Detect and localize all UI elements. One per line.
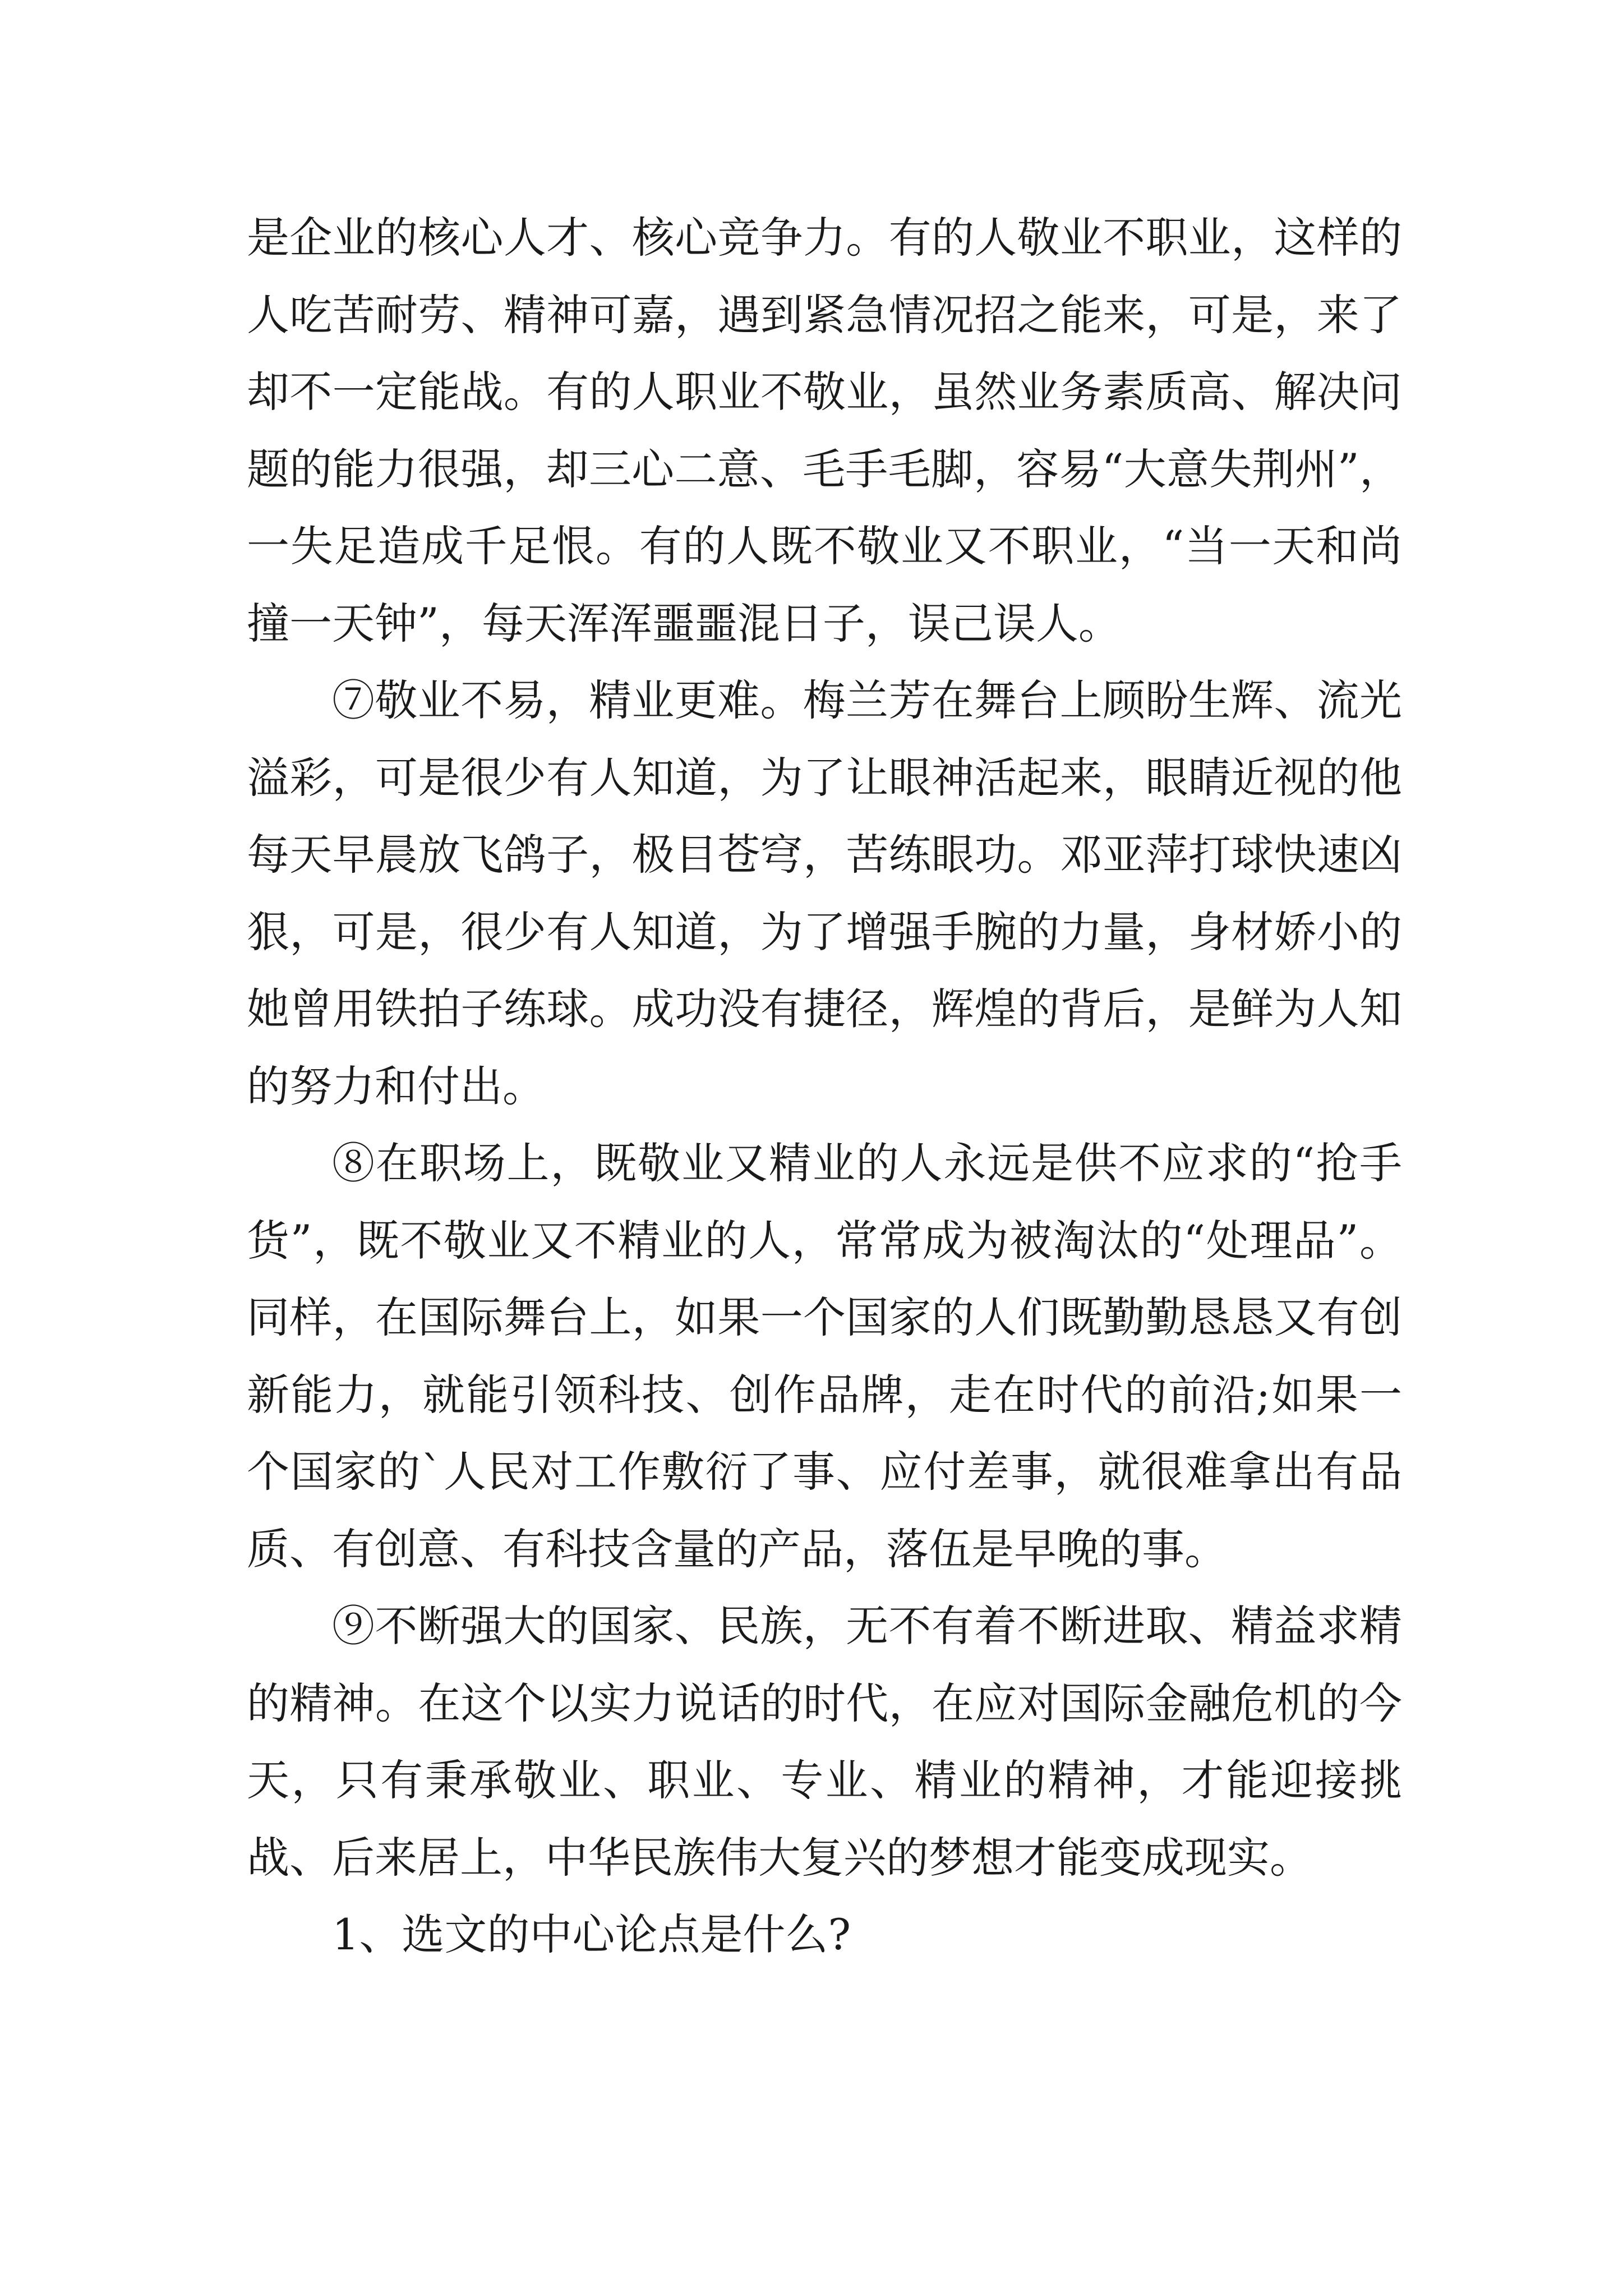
article-body [247,199,1402,1973]
paragraph-7: ⑦敬业不易，精业更难。梅兰芳在舞台上顾盼生辉、流光溢彩，可是很少有人知道，为了让眼神活起来，眼睛近视的他每天早晨放飞鸽子，极目苍穹，苦练眼功。邓亚萍打球快速凶狠，可是，很少有人知道，为了增强手腕的力量，身材娇小的她曾用铁拍子练球。成功没有捷径，辉煌的背后，是鲜为人知的努力和付出。 [247,675,1402,1111]
paragraph-9: ⑨不断强大的国家、民族，无不有着不断进取、精益求精的精神。在这个以实力说话的时代，在应对国际金融危机的今天，只有秉承敬业、职业、专业、精业的精神，才能迎接挑战、后来居上，中华民族伟大复兴的梦想才能变成现实。 [247,1601,1402,1883]
question-1: 1、选文的中心论点是什么? [332,1910,851,1959]
paragraph-8: ⑧在职场上，既敬业又精业的人永远是供不应求的“抢手货”，既不敬业又不精业的人，常常成为被淘汰的“处理品”。同样，在国际舞台上，如果一个国家的人们既勤勤恳恳又有创新能力，就能引领科技、创作品牌，走在时代的前沿;如果一个国家的`人民对工作敷衍了事、应付差事，就很难拿出有品质、有创意、有科技含量的产品，落伍是早晚的事。 [247,1138,1402,1574]
paragraph-6-continued: 是企业的核心人才、核心竞争力。有的人敬业不职业，这样的人吃苦耐劳、精神可嘉，遇到紧急情况招之能来，可是，来了却不一定能战。有的人职业不敬业，虽然业务素质高、解决问题的能力很强，却三心二意、毛手毛脚，容易“大意失荆州”，一失足造成千足恨。有的人既不敬业又不职业，“当一天和尚撞一天钟”，每天浑浑噩噩混日子，误己误人。 [247,213,1402,648]
